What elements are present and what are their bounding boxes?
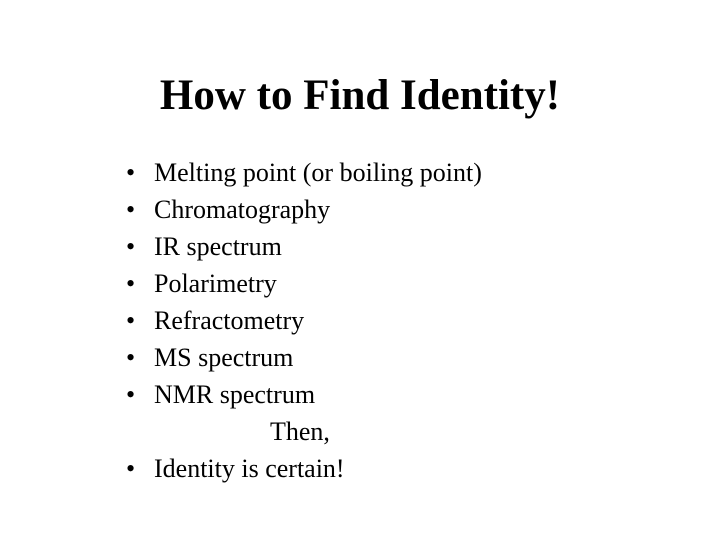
list-item [126, 450, 686, 487]
bullet-text-ms-spectrum: MS spectrum [154, 343, 294, 372]
bullet-icon: • [126, 232, 136, 261]
list-item [126, 191, 686, 228]
bullet-icon: • [126, 343, 136, 372]
bullet-icon: • [126, 269, 136, 298]
bullet-text-nmr-spectrum: NMR spectrum [154, 380, 316, 409]
slide-title: How to Find Identity! [159, 72, 561, 119]
continuation-text: Then, [270, 417, 330, 446]
bullet-icon: • [126, 454, 136, 483]
bullet-icon: • [126, 306, 136, 335]
bullet-text-ir-spectrum: IR spectrum [154, 232, 282, 261]
bullet-text-melting-point: Melting point (or boiling point) [154, 158, 482, 187]
list-item [126, 265, 686, 302]
bullet-icon: • [126, 195, 136, 224]
bullet-text-refractometry: Refractometry [154, 306, 305, 335]
continuation-line [126, 413, 686, 450]
list-item [126, 302, 686, 339]
list-item [126, 339, 686, 376]
list-item [126, 228, 686, 265]
bullet-text-chromatography: Chromatography [154, 195, 331, 224]
bullet-text-polarimetry: Polarimetry [154, 269, 277, 298]
bullet-text-identity-certain: Identity is certain! [154, 454, 345, 483]
list-item [126, 154, 686, 191]
bullet-icon: • [126, 380, 136, 409]
bullet-list [126, 154, 686, 487]
bullet-icon: • [126, 158, 136, 187]
list-item [126, 376, 686, 413]
